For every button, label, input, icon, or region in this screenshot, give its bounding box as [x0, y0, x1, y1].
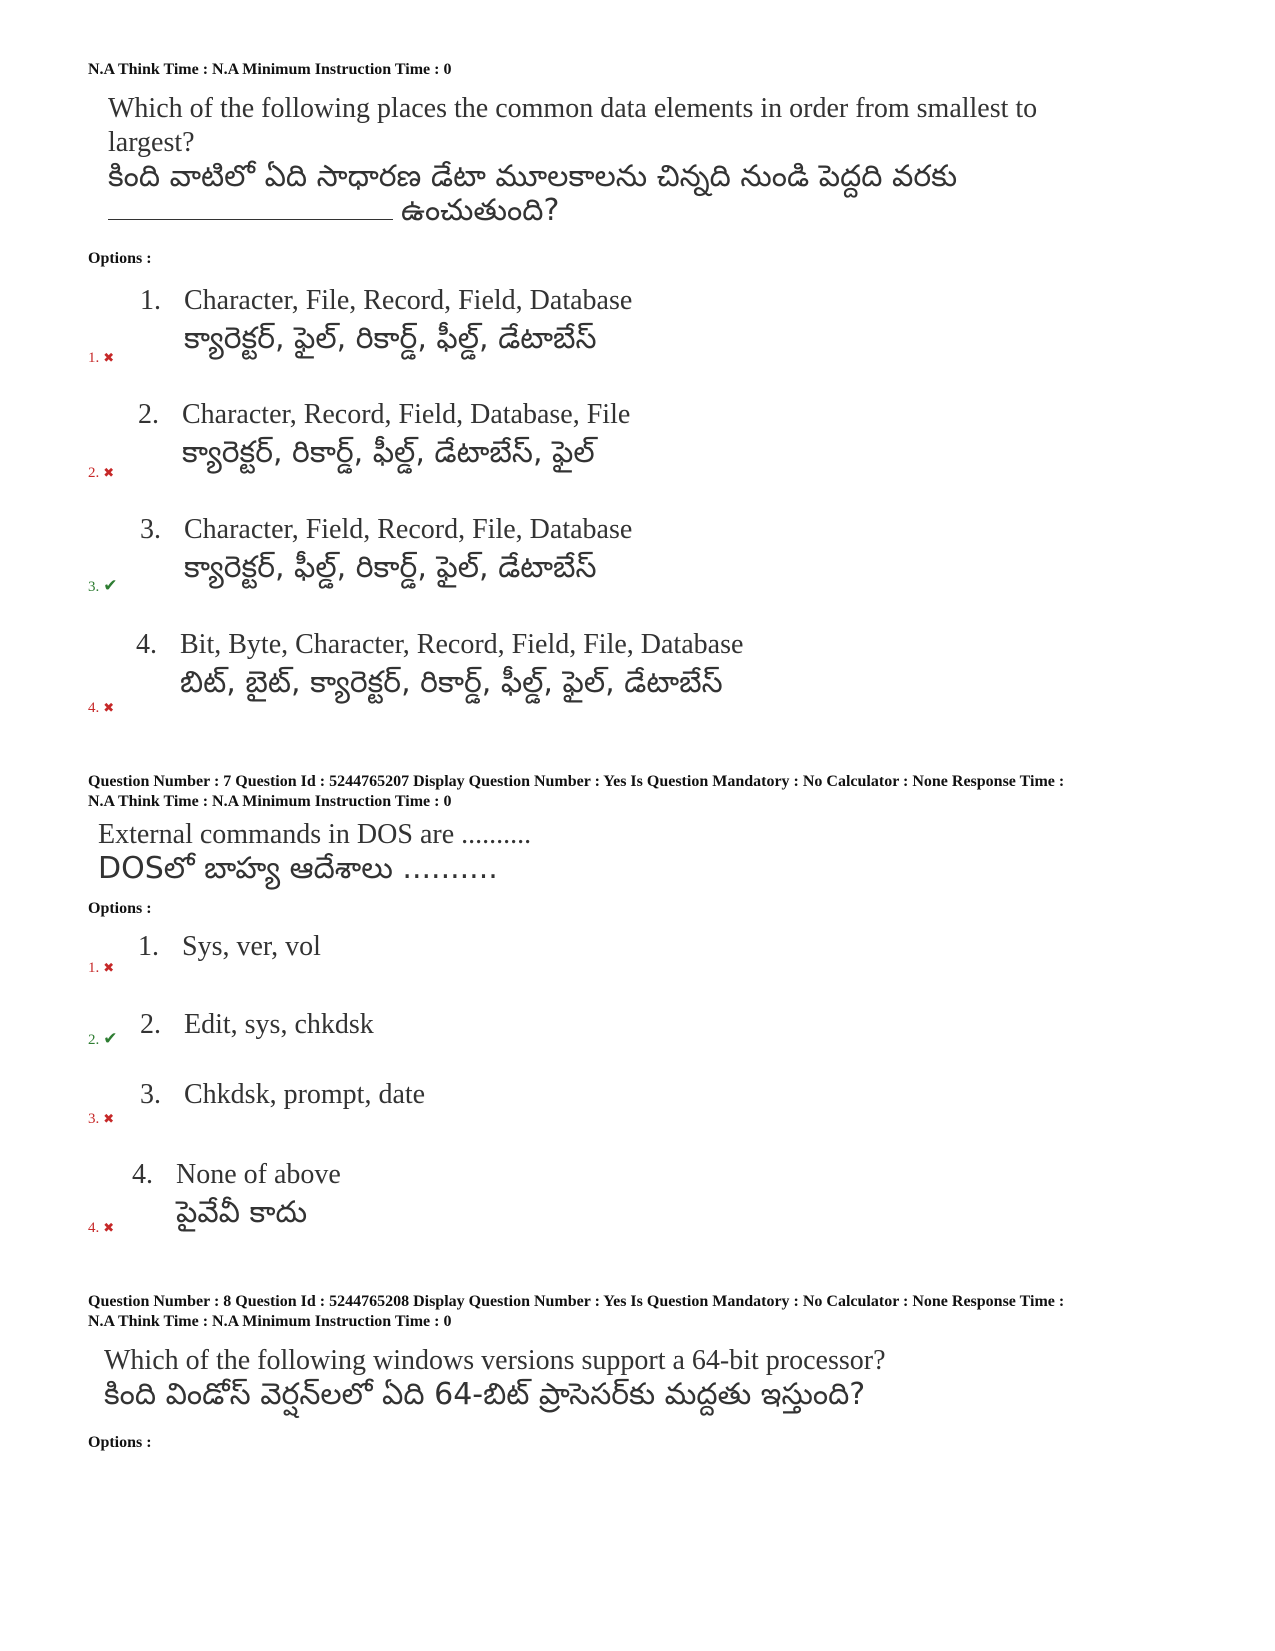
- question-te-line: DOSలో బాహ్య ఆదేశాలు ..........: [98, 851, 498, 886]
- cross-icon: ✖: [103, 1112, 115, 1127]
- option-item: [140, 511, 632, 587]
- mark-number: 1.: [88, 350, 100, 366]
- option-number: 2.: [138, 399, 159, 430]
- option-text-en: Sys, ver, vol: [182, 931, 321, 962]
- question-te-line: కింది వాటిలో ఏది సాధారణ డేటా మూలకాలను చిన్నది నుండి పెద్దది వరకు: [108, 159, 958, 194]
- check-icon: ✔: [103, 1029, 118, 1049]
- option-text-te: పైవేవీ కాదు: [176, 1195, 308, 1230]
- option-number: 4.: [132, 1159, 153, 1190]
- options-label: Options :: [88, 1434, 152, 1451]
- option-text-en: None of above: [176, 1159, 341, 1190]
- answer-mark: [88, 960, 114, 977]
- option-text-te: క్యారెక్టర్, రికార్డ్, ఫీల్డ్, డేటాబేస్, ఫైల్: [182, 435, 595, 470]
- answer-mark: [88, 700, 114, 717]
- question-en-line: Which of the following places the common data elements in order from smallest to: [108, 93, 1038, 124]
- question-text: [98, 818, 531, 886]
- cross-icon: ✖: [103, 466, 115, 481]
- question-te-line: ఉంచుతుంది?: [401, 193, 560, 228]
- option-item: [138, 396, 630, 472]
- options-label: Options :: [88, 250, 152, 267]
- option-text-en: Chkdsk, prompt, date: [184, 1079, 426, 1110]
- options-label: Options :: [88, 900, 152, 917]
- option-text-en: Character, Record, Field, Database, File: [182, 399, 631, 430]
- cross-icon: ✖: [103, 1221, 115, 1236]
- question-en-line: External commands in DOS are ..........: [98, 819, 532, 850]
- option-item: [140, 1076, 425, 1114]
- mark-number: 4.: [88, 700, 100, 716]
- answer-mark: [88, 465, 114, 482]
- question-text: [104, 1344, 886, 1412]
- option-text-en: Character, File, Record, Field, Database: [184, 285, 633, 316]
- mark-number: 1.: [88, 960, 100, 976]
- option-item: [136, 626, 743, 702]
- question-meta: [88, 1292, 1198, 1332]
- option-number: 3.: [140, 514, 161, 545]
- option-text-te: క్యారెక్టర్, ఫైల్, రికార్డ్, ఫీల్డ్, డేటాబేస్: [184, 321, 597, 356]
- mark-number: 4.: [88, 1220, 100, 1236]
- option-text-en: Bit, Byte, Character, Record, Field, File, Database: [180, 629, 744, 660]
- option-number: 2.: [140, 1009, 161, 1040]
- question-en-line: largest?: [108, 127, 195, 158]
- check-icon: ✔: [103, 576, 118, 596]
- option-item: [132, 1156, 341, 1232]
- question-te-line: కింది విండోస్ వెర్షన్‌లలో ఏది 64-బిట్ ప్రాసెసర్‌కు మద్దతు ఇస్తుంది?: [104, 1377, 866, 1412]
- option-text-te: క్యారెక్టర్, ఫీల్డ్, రికార్డ్, ఫైల్, డేటాబేస్: [184, 550, 597, 585]
- meta-line: Question Number : 8 Question Id : 5244765208 Display Question Number : Yes Is Question Mandatory : No Calculator : None Response Time :: [88, 1293, 1065, 1310]
- answer-blank: [108, 195, 393, 220]
- answer-mark: [88, 1220, 114, 1237]
- option-number: 1.: [138, 931, 159, 962]
- answer-mark: [88, 1111, 114, 1128]
- question-en-line: Which of the following windows versions support a 64-bit processor?: [104, 1345, 886, 1376]
- option-text-en: Edit, sys, chkdsk: [184, 1009, 374, 1040]
- cross-icon: ✖: [103, 351, 115, 366]
- option-text-en: Character, Field, Record, File, Database: [184, 514, 633, 545]
- answer-mark: [88, 576, 118, 596]
- mark-number: 3.: [88, 579, 100, 595]
- meta-line: Question Number : 7 Question Id : 5244765207 Display Question Number : Yes Is Question Mandatory : No Calculator : None Response Time :: [88, 773, 1065, 790]
- option-text-te: బిట్, బైట్, క్యారెక్టర్, రికార్డ్, ఫీల్డ్, ఫైల్, డేటాబేస్: [180, 665, 723, 700]
- option-item: [140, 282, 632, 358]
- option-number: 4.: [136, 629, 157, 660]
- meta-line: N.A Think Time : N.A Minimum Instruction Time : 0: [88, 61, 452, 78]
- option-item: [138, 928, 321, 966]
- cross-icon: ✖: [103, 701, 115, 716]
- meta-line: N.A Think Time : N.A Minimum Instruction Time : 0: [88, 793, 452, 810]
- meta-line: N.A Think Time : N.A Minimum Instruction Time : 0: [88, 1313, 452, 1330]
- answer-mark: [88, 1029, 118, 1049]
- question-meta: [88, 60, 1198, 80]
- mark-number: 2.: [88, 1032, 100, 1048]
- question-meta: [88, 772, 1198, 812]
- question-text: [108, 92, 1037, 228]
- option-item: [140, 1006, 374, 1044]
- cross-icon: ✖: [103, 961, 115, 976]
- answer-mark: [88, 350, 114, 367]
- mark-number: 2.: [88, 465, 100, 481]
- option-number: 1.: [140, 285, 161, 316]
- option-number: 3.: [140, 1079, 161, 1110]
- mark-number: 3.: [88, 1111, 100, 1127]
